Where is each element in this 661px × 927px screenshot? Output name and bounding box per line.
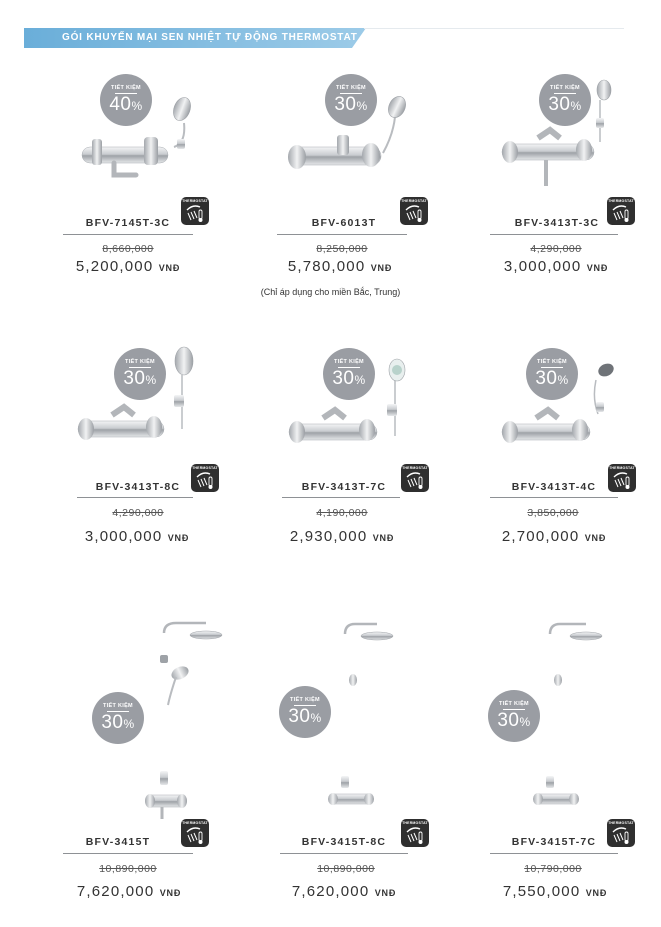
new-price: 7,620,000 VNĐ — [76, 883, 182, 900]
new-price: 7,620,000 VNĐ — [291, 883, 397, 900]
saving-percent: 40 — [109, 94, 132, 115]
new-price: 5,200,000 VNĐ — [75, 258, 181, 275]
banner-title: GÓI KHUYẾN MẠI SEN NHIỆT TỰ ĐỘNG THERMOSTAT — [62, 32, 358, 43]
divider — [63, 234, 193, 235]
thermostat-icon: THERMOSTAT — [608, 464, 636, 492]
new-price: 5,780,000 VNĐ — [287, 258, 393, 275]
thermostat-icon: THERMOSTAT — [191, 464, 219, 492]
product-model: BFV-7145T-3C — [85, 217, 171, 229]
product-image-bfv-3415t — [140, 615, 230, 830]
saving-percent: 30 — [334, 94, 357, 115]
old-price: 4,290,000 — [112, 507, 164, 519]
old-price: 10,890,000 — [317, 863, 375, 875]
divider — [277, 234, 407, 235]
saving-badge: TIẾT KIỆM 30% — [92, 692, 144, 744]
thermostat-icon: THERMOSTAT — [181, 197, 209, 225]
thermostat-icon: THERMOSTAT — [607, 197, 635, 225]
product-model: BFV-3415T-8C — [301, 836, 387, 848]
saving-badge: TIẾT KIỆM 30% — [279, 686, 331, 738]
saving-badge: TIẾT KIỆM 30% — [488, 690, 540, 742]
thermostat-icon: THERMOSTAT — [401, 464, 429, 492]
product-model: BFV-3415T-7C — [511, 836, 597, 848]
divider — [280, 853, 408, 854]
new-price: 7,550,000 VNĐ — [502, 883, 608, 900]
saving-percent: 30 — [497, 710, 520, 731]
new-price: 2,930,000 VNĐ — [289, 528, 395, 545]
old-price: 10,890,000 — [99, 863, 157, 875]
product-model: BFV-3413T-4C — [511, 481, 597, 493]
saving-badge: TIẾT KIỆM 30% — [539, 74, 591, 126]
old-price: 10,790,000 — [524, 863, 582, 875]
saving-badge: TIẾT KIỆM 30% — [526, 348, 578, 400]
divider — [490, 497, 618, 498]
product-image-bfv-3415t-7c — [530, 618, 610, 818]
thermostat-icon: THERMOSTAT — [181, 819, 209, 847]
divider — [282, 497, 400, 498]
product-image-bfv-3415t-8c — [325, 618, 400, 818]
saving-percent: 30 — [535, 368, 558, 389]
divider — [490, 853, 618, 854]
new-price: 3,000,000 VNĐ — [84, 528, 190, 545]
old-price: 8,660,000 — [102, 243, 154, 255]
new-price: 2,700,000 VNĐ — [501, 528, 607, 545]
saving-percent: 30 — [288, 706, 311, 727]
saving-percent: 30 — [101, 712, 124, 733]
old-price: 4,290,000 — [530, 243, 582, 255]
new-price: 3,000,000 VNĐ — [503, 258, 609, 275]
thermostat-icon: THERMOSTAT — [400, 197, 428, 225]
product-model: BFV-3413T-7C — [301, 481, 387, 493]
thermostat-icon: THERMOSTAT — [607, 819, 635, 847]
saving-badge: TIẾT KIỆM 30% — [114, 348, 166, 400]
saving-percent: 30 — [123, 368, 146, 389]
divider — [63, 853, 193, 854]
product-model: BFV-6013T — [311, 217, 377, 229]
old-price: 3,850,000 — [527, 507, 579, 519]
old-price: 4,190,000 — [316, 507, 368, 519]
saving-badge: TIẾT KIỆM 30% — [323, 348, 375, 400]
product-model: BFV-3415T — [85, 836, 151, 848]
saving-badge: TIẾT KIỆM 40% — [100, 74, 152, 126]
banner-divider — [364, 28, 624, 29]
divider — [77, 497, 193, 498]
product-model: BFV-3413T-3C — [514, 217, 600, 229]
regional-note: (Chỉ áp dụng cho miền Bắc, Trung) — [260, 287, 401, 297]
saving-percent: 30 — [548, 94, 571, 115]
saving-badge: TIẾT KIỆM 30% — [325, 74, 377, 126]
thermostat-icon: THERMOSTAT — [401, 819, 429, 847]
product-model: BFV-3413T-8C — [95, 481, 181, 493]
saving-percent: 30 — [332, 368, 355, 389]
old-price: 8,250,000 — [316, 243, 368, 255]
section-banner — [24, 28, 364, 48]
divider — [490, 234, 618, 235]
